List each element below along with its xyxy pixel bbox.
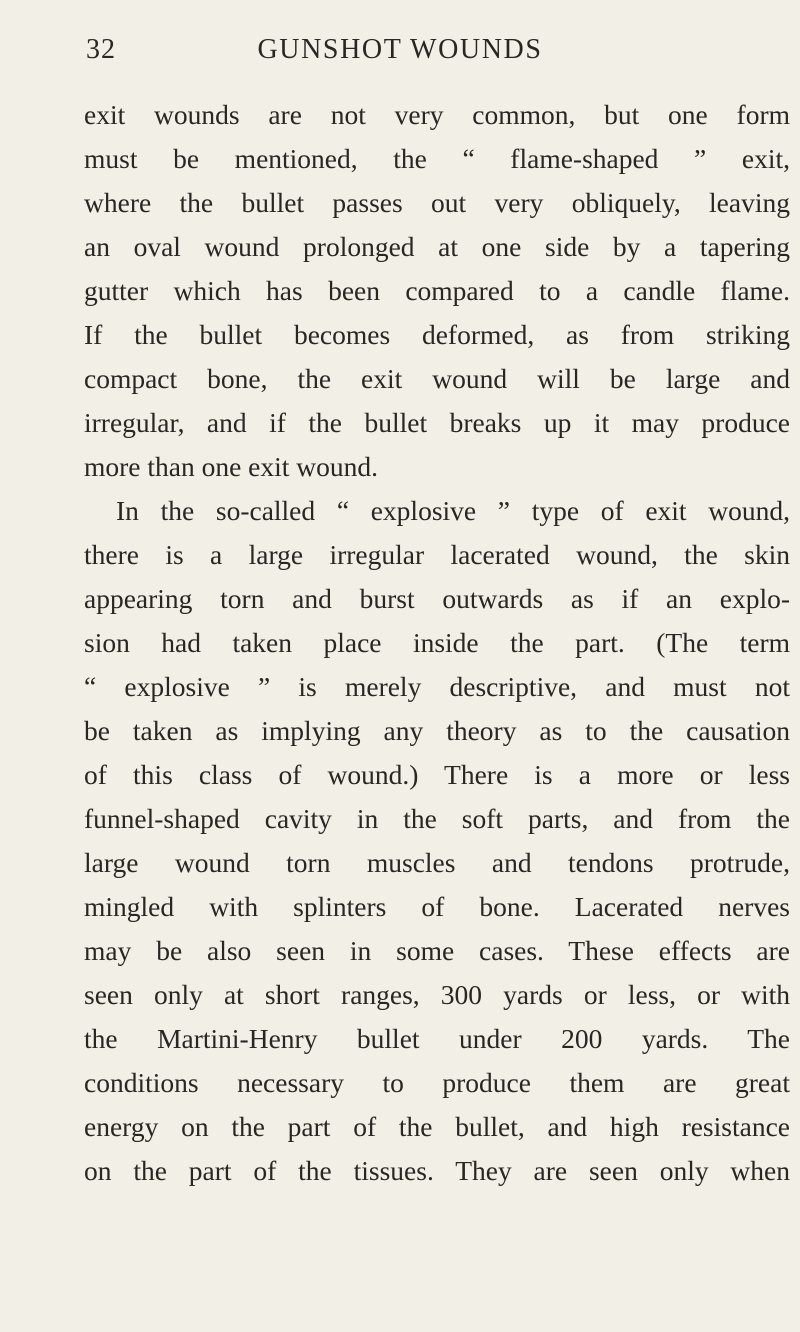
running-head: GUNSHOT WOUNDS (257, 34, 543, 65)
text-line: large wound torn muscles and tendons protrude, (84, 847, 790, 878)
page-number: 32 (86, 34, 116, 65)
text-line: If the bullet becomes deformed, as from striking (84, 319, 790, 350)
text-line: irregular, and if the bullet breaks up it may produce (84, 407, 790, 438)
page-header (0, 34, 800, 74)
text-line: energy on the part of the bullet, and high resistance (84, 1111, 790, 1142)
text-line: of this class of wound.) There is a more or less (84, 759, 790, 790)
text-line: In the so-called “ explosive ” type of exit wound, (116, 495, 790, 526)
text-line: conditions necessary to produce them are great (84, 1067, 790, 1098)
text-line: more than one exit wound. (84, 451, 379, 482)
text-line: exit wounds are not very common, but one form (84, 99, 790, 130)
text-line: there is a large irregular lacerated wound, the skin (84, 539, 790, 570)
text-line: where the bullet passes out very obliquely, leaving (84, 187, 790, 218)
text-line: must be mentioned, the “ flame-shaped ” exit, (84, 143, 790, 174)
text-line: an oval wound prolonged at one side by a tapering (84, 231, 790, 262)
text-line: funnel-shaped cavity in the soft parts, and from the (84, 803, 790, 834)
text-line: mingled with splinters of bone. Lacerated nerves (84, 891, 790, 922)
text-line: sion had taken place inside the part. (The term (84, 627, 790, 658)
text-line: be taken as implying any theory as to the causation (84, 715, 790, 746)
text-line: compact bone, the exit wound will be large and (84, 363, 790, 394)
body-text (84, 93, 790, 1193)
text-line: on the part of the tissues. They are seen only when (84, 1155, 790, 1186)
text-line: may be also seen in some cases. These effects are (84, 935, 790, 966)
text-line: appearing torn and burst outwards as if an explo- (84, 583, 790, 614)
text-line: “ explosive ” is merely descriptive, and must not (84, 671, 790, 702)
text-line: gutter which has been compared to a candle flame. (84, 275, 790, 306)
text-line: seen only at short ranges, 300 yards or less, or with (84, 979, 790, 1010)
text-line: the Martini-Henry bullet under 200 yards. The (84, 1023, 790, 1054)
